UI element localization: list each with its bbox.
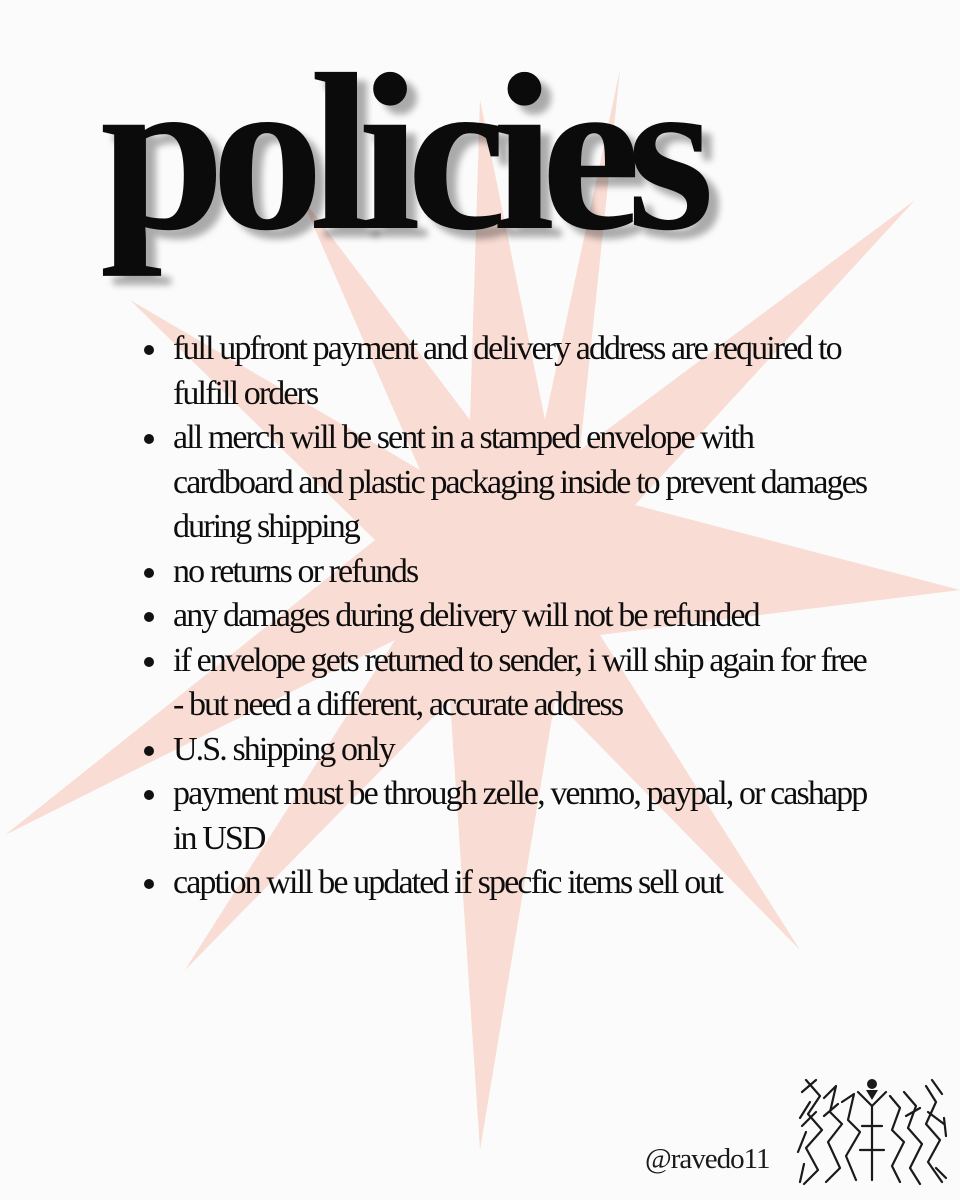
list-item: [133, 772, 873, 861]
gothic-logo-icon: [796, 1072, 948, 1188]
bullet-icon: [144, 434, 154, 444]
list-item: [133, 416, 873, 550]
list-item: [133, 639, 873, 728]
policy-text: if envelope gets returned to sender, i will ship again for free - but need a different, accurate address: [173, 641, 866, 723]
list-item: [133, 728, 873, 773]
bullet-icon: [144, 345, 154, 355]
policy-text: payment must be through zelle, venmo, paypal, or cashapp in USD: [173, 775, 867, 857]
policy-text: all merch will be sent in a stamped envelope with cardboard and plastic packaging inside to prevent damages during shipping: [173, 419, 867, 545]
social-handle: @ravedo11: [645, 1143, 770, 1175]
policy-text: no returns or refunds: [173, 552, 418, 590]
list-item: [133, 550, 873, 595]
bullet-icon: [144, 612, 154, 622]
policy-text: caption will be updated if specfic items sell out: [173, 864, 722, 901]
page-title: policies: [100, 27, 701, 277]
bullet-icon: [144, 879, 154, 889]
list-item: [133, 861, 873, 906]
policy-list: [133, 327, 873, 906]
policy-text: any damages during delivery will not be refunded: [173, 597, 759, 634]
list-item: [133, 594, 873, 639]
policy-text: U.S. shipping only: [173, 730, 394, 768]
policy-text: full upfront payment and delivery address are required to fulfill orders: [173, 330, 841, 412]
list-item: [133, 327, 873, 416]
bullet-icon: [144, 568, 154, 578]
bullet-icon: [144, 790, 154, 800]
bullet-icon: [144, 746, 154, 756]
bullet-icon: [144, 657, 154, 667]
